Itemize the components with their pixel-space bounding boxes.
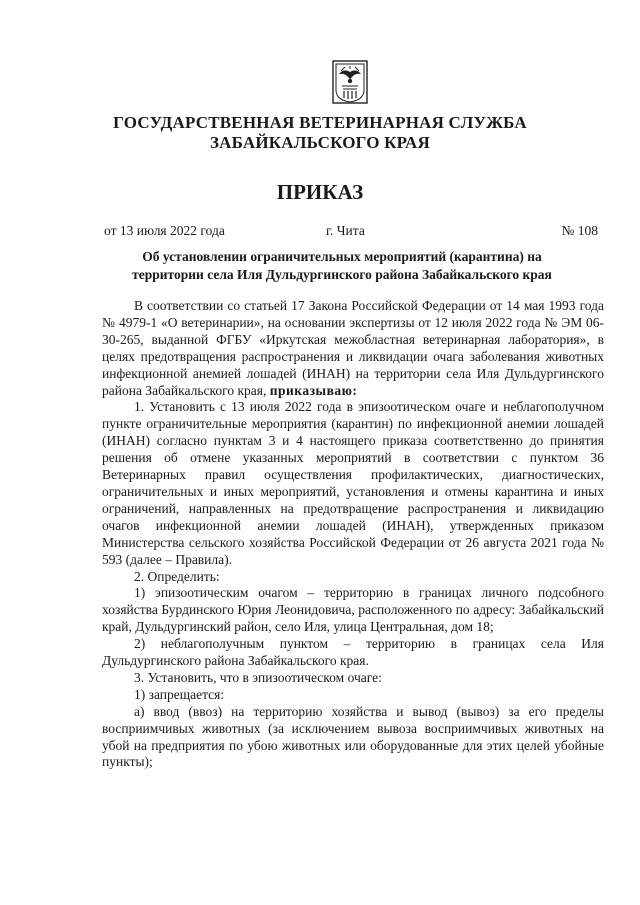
subject-line-2: территории села Иля Дульдургинского района Забайкальского края	[132, 267, 552, 282]
organization-name	[60, 113, 580, 153]
coat-of-arms-icon	[332, 60, 368, 104]
document-subject	[80, 248, 604, 284]
document-date: от 13 июля 2022 года	[104, 223, 225, 238]
document-number: № 108	[561, 223, 598, 238]
document-type: ПРИКАЗ	[276, 180, 364, 204]
preamble-text: В соответствии со статьей 17 Закона Российской Федерации от 14 мая 1993 года № 4979-1 «О ветеринарии», на основании экспертизы от 12 июля 2022 года № ЭМ 06-30-265, выданной ФГБУ «Иркутская межобластная ветеринарная лаборатория», в целях предотвращения распространения и ликвидации очага заболевания животных инфекционной анемией лошадей (ИНАН) на территории села Иля Дульдургинского района Забайкальского края,	[102, 298, 604, 398]
paragraph-3-1: 1) запрещается:	[134, 686, 225, 702]
order-word: приказываю:	[269, 382, 358, 398]
document-meta	[104, 222, 598, 240]
paragraph-2-1: 1) эпизоотическим очагом – территорию в границах личного подсобного хозяйства Бурдинского Юрия Леонидовича, расположенного по адресу: Забайкальский край, Дульдургинский район, село Иля, улица Центральная, дом 18;	[102, 585, 604, 635]
preamble-paragraph	[102, 298, 604, 399]
paragraph-2-2: 2) неблагополучным пунктом – территорию в границах села Иля Дульдургинского района Забайкальского края.	[102, 636, 604, 669]
paragraph-1: 1. Установить с 13 июля 2022 года в эпизоотическом очаге и неблагополучном пункте ограничительные мероприятия (карантин) по инфекционной анемии лошадей (ИНАН) согласно пунктам 3 и 4 настоящего приказа соответственно до принятия решения об отмене указанных мероприятий в соответствии с пунктом 36 Ветеринарных правил осуществления профилактических, диагностических, ограничительных и иных мероприятий, установления и отмены карантина и иных ограничений, направленных на предотвращение распространения и ликвидацию очагов инфекционной анемии лошадей (ИНАН), утвержденных приказом Министерства сельского хозяйства Российской Федерации от 26 августа 2021 года № 593 (далее – Правила).	[102, 399, 604, 567]
paragraph-3: 3. Установить, что в эпизоотическом очаге:	[134, 669, 382, 685]
paragraph-2: 2. Определить:	[134, 568, 220, 584]
subject-line-1: Об установлении ограничительных мероприятий (карантина) на	[142, 249, 542, 264]
document-body	[102, 298, 604, 771]
org-line-1: ГОСУДАРСТВЕННАЯ ВЕТЕРИНАРНАЯ СЛУЖБА	[113, 113, 527, 132]
paragraph-3-1-a: а) ввод (ввоз) на территорию хозяйства и вывод (вывоз) за его пределы восприимчивых животных (за исключением вывоза восприимчивых животных на убой на предприятия по убою животных или оборудованные для этих целей убойные пункты);	[102, 703, 604, 770]
document-city: г. Чита	[326, 223, 365, 238]
org-line-2: ЗАБАЙКАЛЬСКОГО КРАЯ	[209, 133, 430, 152]
